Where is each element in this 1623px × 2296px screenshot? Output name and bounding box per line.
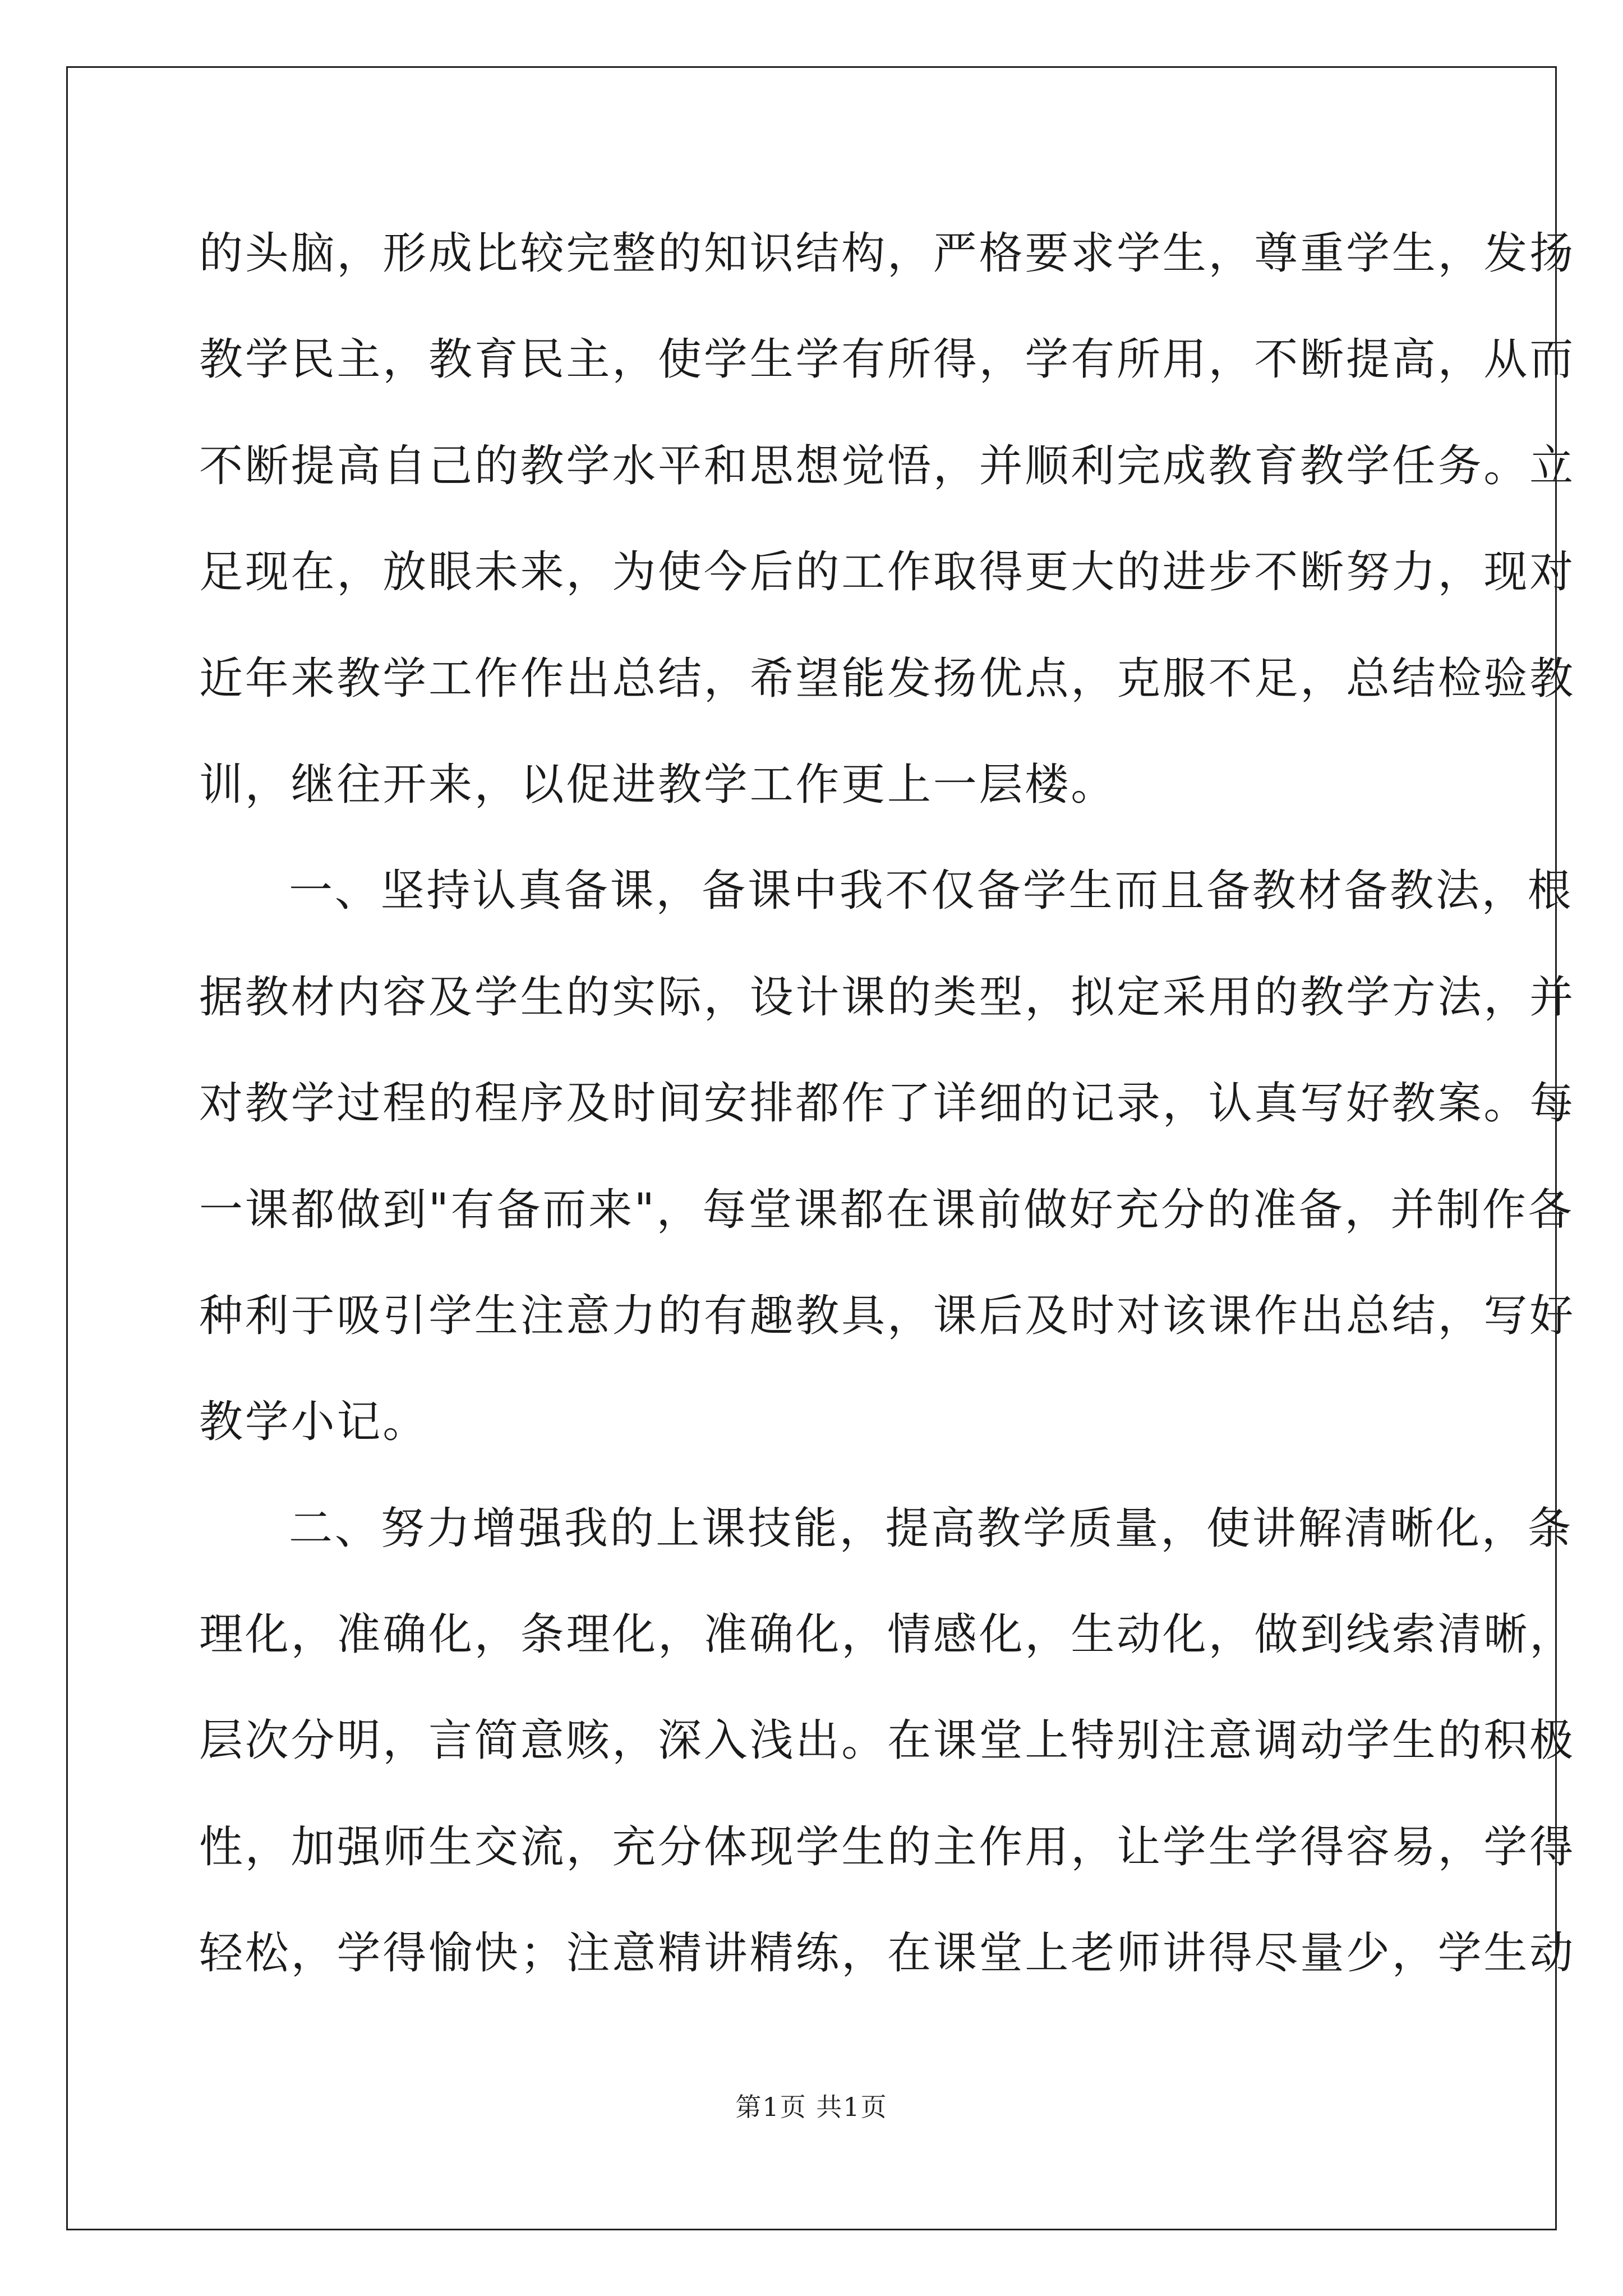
text-line: 训，继往开来，以促进教学工作更上一层楼。 <box>199 759 1117 810</box>
text-line: 据教材内容及学生的实际，设计课的类型，拟定采用的教学方法，并 <box>199 972 1576 1023</box>
text-line-paragraph-start: 一、坚持认真备课，备课中我不仅备学生而且备教材备教法，根 <box>289 866 1574 917</box>
text-line: 性，加强师生交流，充分体现学生的主作用，让学生学得容易，学得 <box>199 1821 1576 1872</box>
text-line: 教学民主，教育民主，使学生学有所得，学有所用，不断提高，从而 <box>199 334 1576 385</box>
document-body <box>199 201 1576 2007</box>
text-line: 理化，准确化，条理化，准确化，情感化，生动化，做到线索清晰， <box>199 1609 1576 1660</box>
text-line-paragraph-start: 二、努力增强我的上课技能，提高教学质量，使讲解清晰化，条 <box>289 1503 1574 1554</box>
text-line: 轻松，学得愉快；注意精讲精练，在课堂上老师讲得尽量少，学生动 <box>199 1928 1576 1979</box>
text-line: 不断提高自己的教学水平和思想觉悟，并顺利完成教育教学任务。立 <box>199 440 1576 491</box>
text-line: 层次分明，言简意赅，深入浅出。在课堂上特别注意调动学生的积极 <box>199 1715 1576 1766</box>
text-line: 教学小记。 <box>199 1397 429 1448</box>
text-line: 的头脑，形成比较完整的知识结构，严格要求学生，尊重学生，发扬 <box>199 228 1576 279</box>
page-number-footer: 第1页 共1页 <box>735 2092 888 2122</box>
text-line: 近年来教学工作作出总结，希望能发扬优点，克服不足，总结检验教 <box>199 653 1576 704</box>
text-line: 对教学过程的程序及时间安排都作了详细的记录，认真写好教案。每 <box>199 1078 1576 1129</box>
text-line: 一课都做到"有备而来"，每堂课都在课前做好充分的准备，并制作各 <box>199 1184 1574 1235</box>
text-line: 足现在，放眼未来，为使今后的工作取得更大的进步不断努力，现对 <box>199 547 1576 598</box>
text-line: 种利于吸引学生注意力的有趣教具，课后及时对该课作出总结，写好 <box>199 1290 1576 1341</box>
